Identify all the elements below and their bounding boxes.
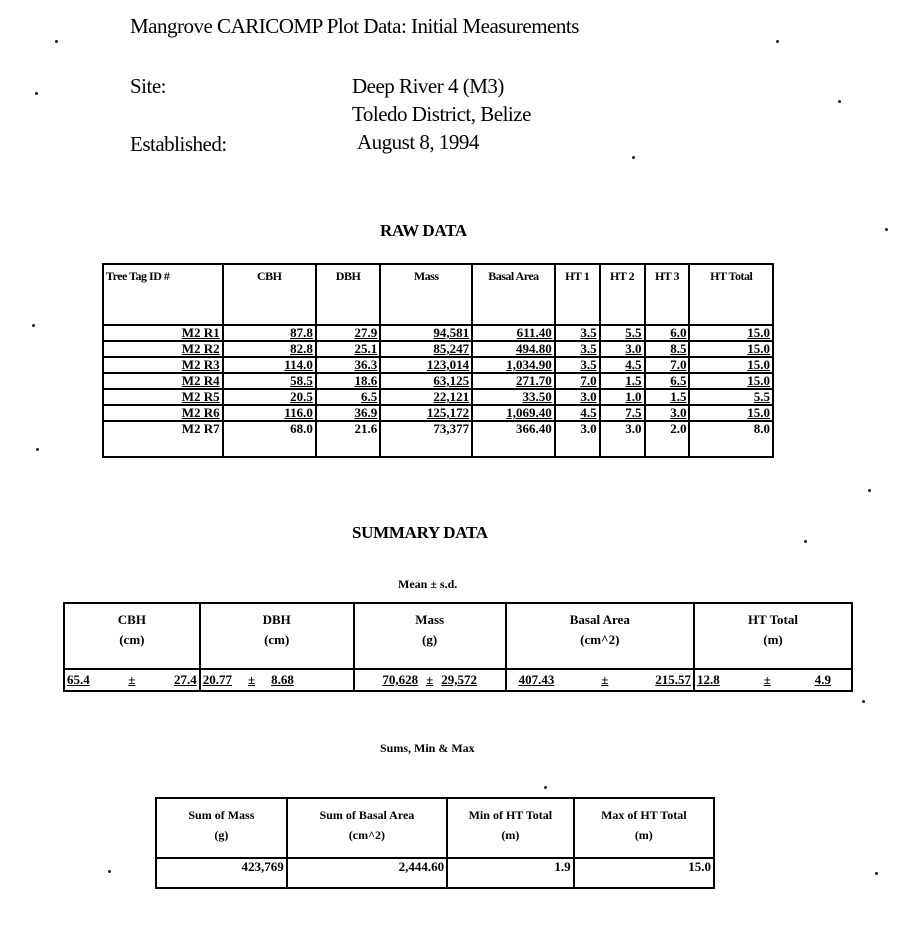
col-basal-area: Basal Area: [472, 264, 555, 325]
cell: 1.9: [447, 858, 574, 888]
cell: 6.0: [645, 325, 690, 341]
col-name: Max of HT Total: [601, 808, 687, 822]
col-mass: Mass: [380, 264, 472, 325]
summary-table: [63, 602, 853, 692]
summary-header-row: [64, 603, 852, 669]
col-dbh: DBH: [316, 264, 380, 325]
col-unit: (g): [422, 632, 438, 647]
cell: 1,069.40: [472, 405, 555, 421]
col-unit: (m): [763, 632, 783, 647]
scan-speck: [804, 540, 807, 543]
col-sum-mass: [156, 798, 287, 858]
sd-value: 215.57: [655, 672, 691, 687]
col-ht-total: [694, 603, 852, 669]
col-sum-basal-area: [287, 798, 447, 858]
cell: 1.5: [645, 389, 690, 405]
col-name: Sum of Mass: [188, 808, 255, 822]
cell: 4.5: [555, 405, 600, 421]
scan-speck: [36, 448, 39, 451]
cell: 3.5: [555, 341, 600, 357]
col-unit: (m): [501, 828, 520, 842]
cell: 1,034.90: [472, 357, 555, 373]
col-name: Min of HT Total: [468, 808, 553, 822]
cell: 1.0: [600, 389, 645, 405]
cell: M2 R1: [103, 325, 223, 341]
cell: 15.0: [689, 325, 773, 341]
col-mass: [354, 603, 506, 669]
scan-speck: [108, 870, 111, 873]
cell: 123,014: [380, 357, 472, 373]
col-ht2: HT 2: [600, 264, 645, 325]
scan-speck: [544, 786, 547, 789]
col-unit: (g): [214, 828, 229, 842]
scan-speck: [32, 324, 35, 327]
col-unit: (cm): [119, 632, 145, 647]
cell: 3.0: [645, 405, 690, 421]
col-cbh: CBH: [223, 264, 316, 325]
cell: 15.0: [574, 858, 714, 888]
cell: 3.5: [555, 325, 600, 341]
sd-value: 4.9: [814, 672, 831, 687]
cell: 15.0: [689, 357, 773, 373]
cell: 27.9: [316, 325, 380, 341]
scan-speck: [838, 100, 841, 103]
table-row: [103, 357, 773, 373]
cell: 116.0: [223, 405, 316, 421]
cell: [64, 669, 200, 691]
established-label: Established:: [130, 132, 227, 156]
cell: 7.5: [600, 405, 645, 421]
plus-minus: ±: [601, 672, 609, 687]
cell: M2 R6: [103, 405, 223, 421]
col-max-ht-total: [574, 798, 714, 858]
col-name: Basal Area: [569, 612, 630, 627]
mean-value: 12.8: [696, 672, 720, 687]
cell: 85,247: [380, 341, 472, 357]
cell: 125,172: [380, 405, 472, 421]
sums-table: [155, 797, 715, 889]
mean-value: 20.77: [202, 672, 232, 687]
site-label: Site:: [130, 74, 167, 98]
cell: M2 R2: [103, 341, 223, 357]
col-unit: (m): [634, 828, 653, 842]
sd-value: 29,572: [441, 672, 477, 687]
plus-minus: ±: [128, 672, 136, 687]
cell: 3.0: [600, 341, 645, 357]
raw-header-row: [103, 264, 773, 325]
sums-header-row: [156, 798, 714, 858]
cell: 3.0: [555, 389, 600, 405]
scan-speck: [55, 40, 58, 43]
col-cbh: [64, 603, 200, 669]
cell: M2 R7: [103, 421, 223, 457]
table-row: [103, 341, 773, 357]
sd-value: 8.68: [271, 672, 294, 687]
cell: 36.9: [316, 405, 380, 421]
col-ht3: HT 3: [645, 264, 690, 325]
established-date: August 8, 1994: [357, 130, 479, 154]
plus-minus: ±: [247, 672, 256, 687]
summary-value-row: [64, 669, 852, 691]
table-row: [103, 421, 773, 457]
cell: 8.0: [689, 421, 773, 457]
col-ht-total: HT Total: [689, 264, 773, 325]
cell: 3.5: [555, 357, 600, 373]
sd-value: 27.4: [173, 672, 197, 687]
cell: [354, 669, 506, 691]
cell: 82.8: [223, 341, 316, 357]
sums-value-row: [156, 858, 714, 888]
cell: 7.0: [555, 373, 600, 389]
cell: 68.0: [223, 421, 316, 457]
cell: 7.0: [645, 357, 690, 373]
cell: 94,581: [380, 325, 472, 341]
mean-value: 65.4: [67, 672, 90, 687]
table-row: [103, 405, 773, 421]
cell: 6.5: [645, 373, 690, 389]
col-name: Mass: [415, 612, 445, 627]
mean-value: 70,628: [382, 672, 419, 687]
table-row: [103, 373, 773, 389]
page-title: Mangrove CARICOMP Plot Data: Initial Measurements: [130, 14, 579, 38]
cell: 36.3: [316, 357, 380, 373]
cell: 8.5: [645, 341, 690, 357]
cell: 21.6: [316, 421, 380, 457]
summary-heading: SUMMARY DATA: [352, 523, 488, 542]
raw-data-heading: RAW DATA: [380, 221, 467, 240]
scan-speck: [632, 156, 635, 159]
cell: 5.5: [600, 325, 645, 341]
col-name: HT Total: [748, 612, 798, 627]
cell: 271.70: [472, 373, 555, 389]
cell: 20.5: [223, 389, 316, 405]
scan-speck: [875, 872, 878, 875]
cell: 73,377: [380, 421, 472, 457]
col-unit: (cm^2): [348, 828, 386, 842]
cell: 423,769: [156, 858, 287, 888]
cell: 366.40: [472, 421, 555, 457]
cell: 494.80: [472, 341, 555, 357]
cell: 58.5: [223, 373, 316, 389]
scan-speck: [885, 228, 888, 231]
raw-data-table: [102, 263, 774, 458]
col-unit: (cm): [264, 632, 290, 647]
cell: 3.0: [600, 421, 645, 457]
site-name: Deep River 4 (M3): [352, 74, 504, 98]
cell: 5.5: [689, 389, 773, 405]
table-row: [103, 389, 773, 405]
cell: M2 R4: [103, 373, 223, 389]
cell: [200, 669, 354, 691]
col-dbh: [200, 603, 354, 669]
sums-caption: Sums, Min & Max: [380, 741, 475, 755]
cell: 87.8: [223, 325, 316, 341]
col-basal-area: [506, 603, 694, 669]
cell: 15.0: [689, 373, 773, 389]
cell: 3.0: [555, 421, 600, 457]
cell: 22,121: [380, 389, 472, 405]
plus-minus: ±: [763, 672, 771, 687]
cell: 1.5: [600, 373, 645, 389]
col-ht1: HT 1: [555, 264, 600, 325]
cell: 6.5: [316, 389, 380, 405]
cell: 15.0: [689, 341, 773, 357]
plus-minus: ±: [426, 672, 434, 687]
cell: 2.0: [645, 421, 690, 457]
cell: M2 R5: [103, 389, 223, 405]
cell: M2 R3: [103, 357, 223, 373]
mean-value: 407.43: [518, 672, 555, 687]
table-row: [103, 325, 773, 341]
cell: 63,125: [380, 373, 472, 389]
cell: 4.5: [600, 357, 645, 373]
scan-speck: [862, 700, 865, 703]
cell: [694, 669, 852, 691]
scan-speck: [35, 92, 38, 95]
cell: 15.0: [689, 405, 773, 421]
cell: 33.50: [472, 389, 555, 405]
cell: 18.6: [316, 373, 380, 389]
cell: 611.40: [472, 325, 555, 341]
scan-speck: [868, 489, 871, 492]
site-location: Toledo District, Belize: [352, 102, 531, 126]
col-tag-id: Tree Tag ID #: [103, 264, 223, 325]
col-name: CBH: [117, 612, 146, 627]
col-min-ht-total: [447, 798, 574, 858]
cell: 2,444.60: [287, 858, 447, 888]
cell: 25.1: [316, 341, 380, 357]
cell: [506, 669, 694, 691]
mean-sd-caption: Mean ± s.d.: [398, 577, 458, 591]
cell: 114.0: [223, 357, 316, 373]
scan-speck: [776, 40, 779, 43]
col-unit: (cm^2): [580, 632, 620, 647]
col-name: Sum of Basal Area: [319, 808, 415, 822]
col-name: DBH: [262, 612, 291, 627]
